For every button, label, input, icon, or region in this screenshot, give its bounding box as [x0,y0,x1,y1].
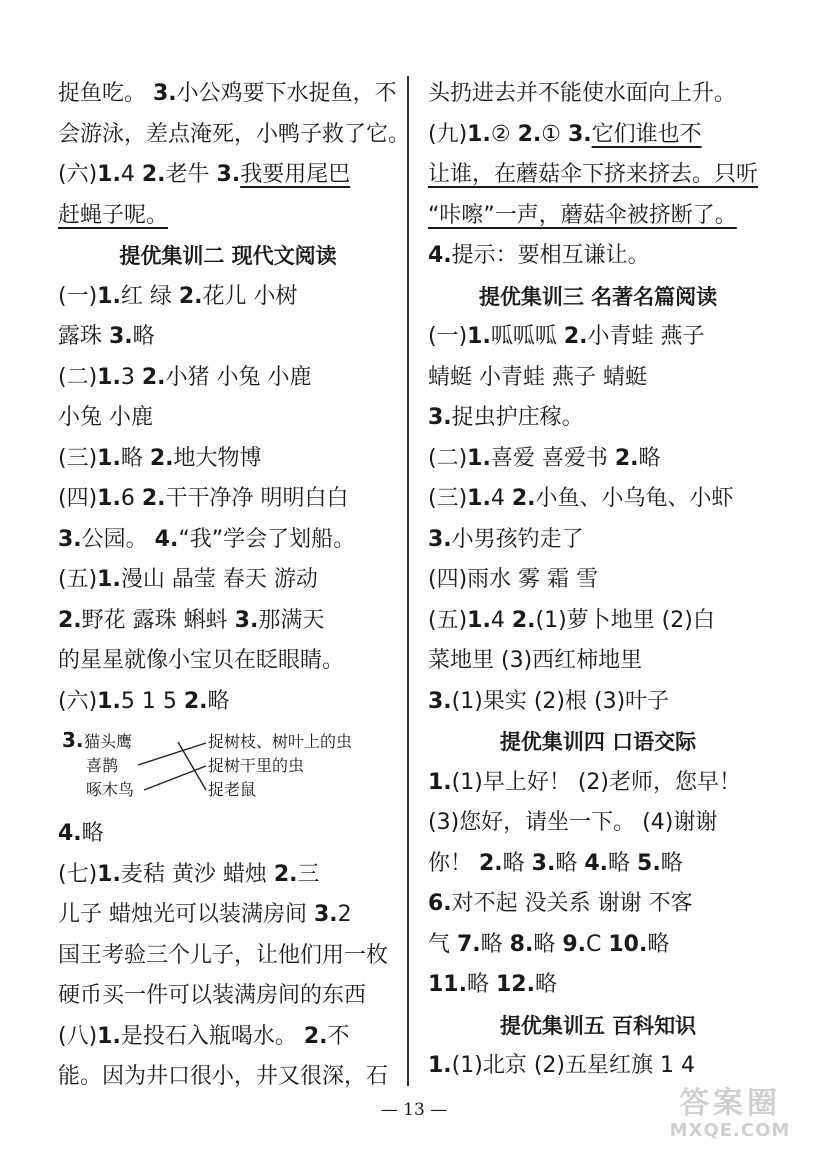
answer-line [58,895,398,936]
matching-lines [58,724,398,808]
answer-text: 露珠 [58,324,109,349]
answer-text: 捉鱼吃。 [58,81,153,106]
answer-text: (一) [428,324,468,349]
question-number: 1. [467,486,491,511]
section-heading [428,277,768,318]
question-number: 1. [97,1023,121,1049]
answer-text: 儿子 蜡烛光可以装满房间 [58,902,314,927]
answer-text: (三) [428,486,468,511]
answer-line [428,115,768,156]
answer-line [58,398,398,439]
section-heading [428,1006,768,1047]
question-number: 3. [234,607,259,633]
answer-text: 略 [132,324,155,349]
answer-text: (五) [428,607,468,633]
answer-text: 略 [533,931,563,957]
matching-connector-line [138,743,206,765]
answer-text: 会游泳，差点淹死，小鸭子救了它。 [58,121,411,147]
question-number: 11. [428,972,467,997]
question-number: 1. [97,445,121,471]
answer-text: 赶蝇子呢。 [58,202,169,228]
answer-line [58,317,398,358]
column-divider [407,76,409,1086]
answer-line [428,601,768,642]
answer-text: 4 [490,607,512,633]
question-number: 4. [584,850,609,876]
answer-text: 捉虫护庄稼。 [451,405,584,430]
answer-line [58,814,398,855]
answer-text: 干干净净 明明白白 [165,486,349,511]
answer-text: 略 [466,972,496,997]
answer-line [428,641,768,682]
answer-line [428,358,768,399]
answer-text: 小公鸡要下水捉鱼，不 [176,81,397,106]
answer-text: (3)您好，请坐一下。 (4)谢谢 [428,810,718,835]
question-number: 1. [97,162,121,187]
question-number: 2. [141,162,166,187]
answer-text: 小鱼、小乌龟、小虾 [535,486,734,511]
answer-line [58,115,411,156]
question-number: 6. [428,891,452,916]
answer-text: (一) [58,283,98,309]
answer-text: (五) [58,567,98,592]
answer-text: 5 1 5 [120,688,184,714]
site-watermark-logo [650,1087,810,1145]
question-number: 1. [97,364,121,390]
question-number: 2. [273,861,298,887]
answer-line [428,439,768,480]
question-number: 1. [97,567,121,592]
answer-text: 野花 露珠 蝌蚪 [81,607,235,633]
answer-line [58,1017,398,1058]
answer-line [58,976,398,1017]
answer-text: 小男孩钓走了 [451,526,584,552]
answer-text: 提示：要相互谦让。 [451,243,650,268]
answer-text: 不 [327,1023,350,1049]
answer-text: 是投石入瓶喝水。 [120,1023,304,1049]
question-number: 3. [58,526,82,552]
question-number: 2. [141,486,166,511]
answer-text: 国王考验三个儿子，让他们用一枚 [58,942,389,968]
answer-text: 略 [555,850,585,876]
answer-line [428,74,768,115]
answer-text: (六) [58,162,98,187]
answer-text: 提优集训二 现代文阅读 [119,244,337,268]
question-number: 4. [58,821,82,846]
answer-text: 三 [297,861,320,887]
answer-text: (1)果实 (2)根 (3)叶子 [451,688,670,714]
answer-line [58,682,398,723]
question-number: 2. [58,607,82,633]
answer-text: 我要用尾巴 [240,162,351,187]
answer-line [58,936,398,977]
matching-connector-line [144,766,206,790]
answer-line [428,763,768,804]
answer-line [428,803,768,844]
answer-line [58,155,398,196]
question-number: 3. [428,405,452,430]
answer-text: 略 [534,972,557,997]
answer-line [428,317,768,358]
question-number: 8. [509,931,534,957]
answer-text: 4 [120,162,142,187]
question-number: 4. [428,243,452,268]
right-column [428,74,768,1087]
answer-text: C [586,931,609,957]
answer-line [58,358,398,399]
question-number: 2. [183,688,208,714]
question-number: 3. [567,121,592,147]
answer-text: ② [490,121,518,147]
answer-text: (二) [58,364,98,390]
answer-text: (七) [58,861,98,887]
answer-text: 略 [502,850,532,876]
answer-text: (1)萝卜地里 (2)白 [535,607,715,633]
answer-text: 你！ [428,850,479,876]
matching-question-number: 3. [62,728,84,752]
answer-line [58,520,398,561]
question-number: 1. [467,445,491,471]
question-number: 1. [97,861,121,887]
answer-text: 提优集训五 百科知识 [499,1013,697,1038]
answer-text: (四) [58,486,98,511]
watermark-bottom-text: MXQE.COM [669,1120,791,1141]
answer-text: 麦秸 黄沙 蜡烛 [120,861,274,887]
matching-right-item: 捉树枝、树叶上的虫 [208,732,353,751]
answer-text: 6 [120,486,142,511]
answer-text: 菜地里 (3)西红柿地里 [428,648,643,673]
question-number: 2. [141,364,166,390]
matching-left-item: 啄木鸟 [86,780,135,799]
answer-text: 提优集训四 口语交际 [499,730,697,754]
section-heading [428,722,768,763]
answer-text: 略 [480,931,510,957]
answer-line [428,1046,768,1087]
answer-text: 略 [608,850,638,876]
question-number: 3. [531,850,556,876]
question-number: 2. [303,1023,328,1049]
question-number: 3. [428,526,452,552]
answer-text: ① [541,121,568,147]
answer-line [428,844,768,885]
question-number: 2. [614,445,639,471]
answer-text: 公园。 [81,526,155,552]
answer-text: 略 [207,688,230,714]
question-number: 1. [428,769,452,795]
question-number: 1. [467,607,491,633]
answer-text: 它们谁也不 [591,121,702,147]
question-number: 10. [608,931,648,957]
answer-line [58,601,398,642]
question-number: 7. [457,931,481,957]
matching-connector-line [178,742,206,790]
answer-text: (二) [428,445,468,471]
answer-text: “咔嚓”一声，蘑菇伞被挤断了。 [428,202,737,228]
answer-text: 略 [81,821,104,846]
question-number: 2. [563,324,588,349]
answer-line [58,277,398,318]
question-number: 3. [109,324,133,349]
question-number: 2. [178,283,203,309]
answer-text: 略 [120,445,150,471]
question-number: 1. [467,324,491,349]
answer-text: 呱呱呱 [490,324,564,349]
question-number: 1. [467,121,491,147]
answer-text: (三) [58,445,98,471]
question-number: 12. [495,972,535,997]
answer-text: 略 [647,931,670,957]
answer-text: 4 [490,486,512,511]
answer-text: 老牛 [165,162,217,187]
answer-line [58,74,398,115]
question-number: 2. [511,486,536,511]
question-number: 3. [153,81,177,106]
matching-left-item: 猫头鹰 [84,732,133,751]
answer-line [58,855,398,896]
answer-text: (六) [58,688,98,714]
answer-text: (八) [58,1023,98,1049]
page-number: — 13 — [380,1100,448,1120]
question-number: 9. [562,931,587,957]
question-number: 1. [97,486,121,511]
answer-text: 的星星就像小宝贝在眨眼睛。 [58,648,345,673]
answer-line [58,479,398,520]
answer-line [58,641,398,682]
answer-text: “我”学会了划船。 [178,526,356,552]
answer-line [428,884,768,925]
answer-text: 提优集训三 名著名篇阅读 [478,284,718,309]
answer-text: 硬币买一件可以装满房间的东西 [58,983,367,1008]
question-number: 2. [517,121,542,147]
answer-text: 头扔进去并不能使水面向上升。 [428,81,737,106]
matching-right-item: 捉树干里的虫 [208,756,305,775]
answer-text: 漫山 晶莹 春天 游动 [120,567,318,592]
answer-line [428,479,768,520]
answer-text: 能。因为井口很小，井又很深，石 [58,1064,389,1089]
matching-diagram [58,724,398,808]
answer-text: 气 [428,931,457,957]
answer-text: 略 [660,850,683,876]
answer-line [428,196,768,237]
question-number: 2. [479,850,503,876]
matching-left-item: 喜鹊 [86,756,119,775]
answer-text: 3 [120,364,142,390]
watermark-top-text: 答案圈 [679,1086,781,1121]
answer-line [428,560,768,601]
answer-text: 略 [638,445,661,471]
question-number: 3. [216,162,241,187]
question-number: 2. [149,445,174,471]
answer-line [58,196,398,237]
answer-line [58,439,398,480]
answer-line [428,398,768,439]
question-number: 1. [97,688,121,714]
answer-text: (四)雨水 雾 霜 雪 [428,567,599,592]
left-column [58,74,411,1098]
answer-text: 蜻蜓 小青蛙 燕子 蜻蜓 [428,364,647,390]
question-number: 1. [97,283,121,309]
question-number: 2. [511,607,536,633]
answer-text: 2 [337,902,352,927]
answer-text: (1)北京 (2)五星红旗 1 4 [451,1053,695,1078]
answer-text: (1)早上好！ (2)老师，您早！ [451,769,741,795]
answer-line [58,1057,398,1098]
answer-text: 小兔 小鹿 [58,405,153,430]
question-number: 4. [154,526,179,552]
answer-text: 对不起 没关系 谢谢 不客 [451,891,693,916]
answer-line [428,236,768,277]
answer-text: 让谁，在蘑菇伞下挤来挤去。只听 [428,162,759,187]
answer-text: 小猪 小兔 小鹿 [165,364,312,390]
question-number: 3. [314,902,338,927]
question-number: 1. [428,1053,452,1078]
answer-text: 红 绿 [120,283,179,309]
answer-line [428,925,768,966]
answer-line [58,560,398,601]
answer-text: 花儿 小树 [202,283,298,309]
answer-text: 那满天 [258,607,325,633]
answer-line [428,965,768,1006]
answer-text: 小青蛙 燕子 [587,324,705,349]
answer-line [428,155,768,196]
answer-line [428,682,768,723]
question-number: 3. [428,688,452,714]
answer-text: (九) [428,121,468,147]
question-number: 5. [637,850,661,876]
answer-line [428,520,768,561]
section-heading [58,236,398,277]
answer-text: 喜爱 喜爱书 [490,445,615,471]
answer-text: 地大物博 [173,445,262,471]
matching-right-item: 捉老鼠 [208,780,257,799]
